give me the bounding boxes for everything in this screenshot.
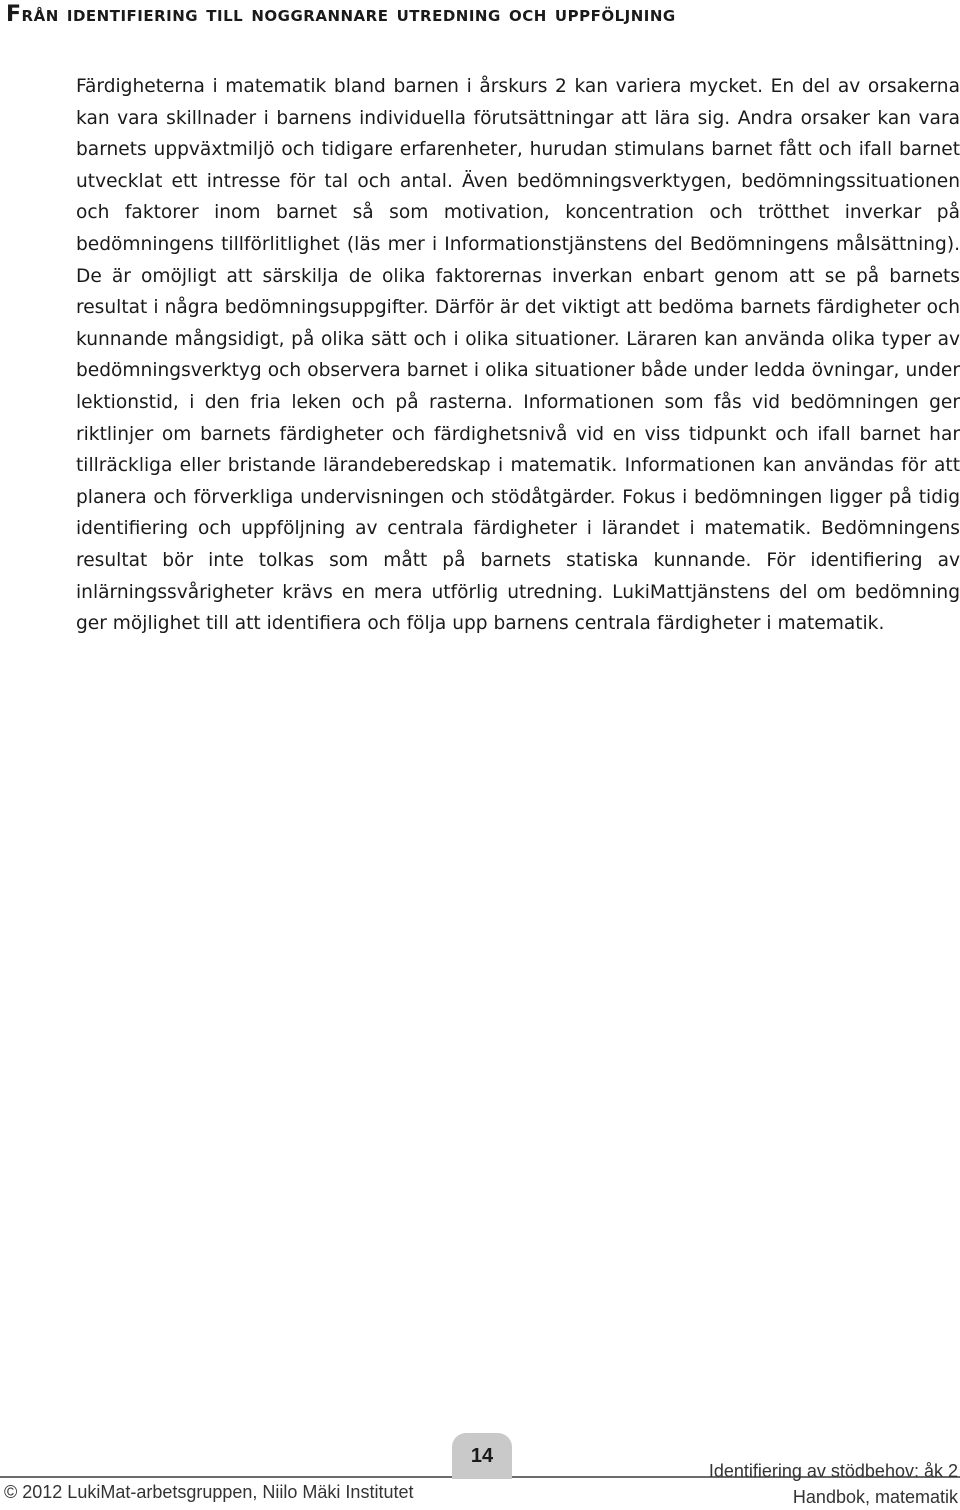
footer-rule-left bbox=[0, 1476, 452, 1478]
footer-copyright: © 2012 LukiMat-arbetsgruppen, Niilo Mäki Institutet bbox=[4, 1482, 414, 1502]
section-heading: Från identifiering till noggrannare utredning och uppföljning bbox=[6, 2, 676, 27]
footer-document-title bbox=[709, 1458, 958, 1510]
footer-title-line-1: Identifiering av stödbehov: åk 2 bbox=[708, 1461, 958, 1481]
body-paragraph: Färdigheterna i matematik bland barnen i årskurs 2 kan variera mycket. En del av orsakerna kan vara skillnader i barnens individuella förutsättningar att lära sig. Andra orsaker kan vara barnets uppväxtmiljö och tidigare erfarenheter, hurudan stimulans barnet fått och ifall barnet utvecklat ett intresse för tal och antal. Även bedömningsverktygen, bedömningssituationen och faktorer inom barnet så som motivation, koncentration och trötthet inverkar på bedömningens tillförlitlighet (läs mer i Informationstjänstens del Bedömningens målsättning). De är omöjligt att särskilja de olika faktorernas inverkan enbart genom att se på barnets resultat i några bedömningsuppgifter. Därför är det viktigt att bedöma barnets färdigheter och kunnande mångsidigt, på olika sätt och i olika situationer. Läraren kan använda olika typer av bedömningsverktyg och observera barnet i olika situationer både under ledda övningar, under lektionstid, i den fria leken och på rasterna. Informationen som fås vid bedömningen ger riktlinjer om barnets färdigheter och färdighetsnivå vid en viss tidpunkt och ifall barnet har tillräckliga eller bristande lärandeberedskap i matematik. Informationen kan användas för att planera och förverkliga undervisningen och stödåtgärder. Fokus i bedömningen ligger på tidig identifiering och uppföljning av centrala färdigheter i lärandet i matematik. Bedömningens resultat bör inte tolkas som mått på barnets statiska kunnande. För identifiering av inlärningssvårigheter krävs en mera utförlig utredning. LukiMattjänstens del om bedömning ger möjlighet till att identifiera och följa upp barnens centrala färdigheter i matematik. bbox=[76, 76, 960, 635]
page-number: 14 bbox=[470, 1444, 494, 1467]
page-number-badge bbox=[452, 1433, 512, 1479]
footer-title-line-2: Handbok, matematik bbox=[792, 1487, 958, 1507]
